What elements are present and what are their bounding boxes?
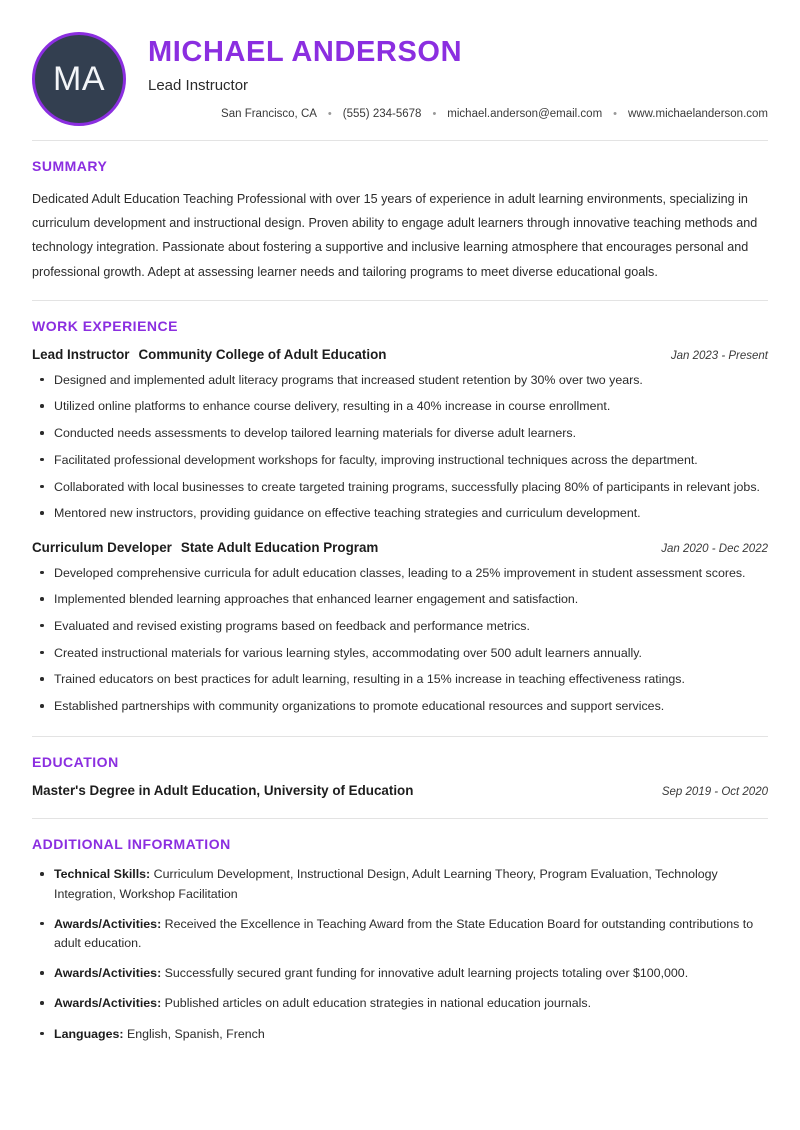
education-entry-date: Sep 2019 - Oct 2020 (661, 786, 768, 799)
resume-header (32, 28, 768, 140)
list-item (32, 1025, 768, 1044)
info-label: Languages: (54, 1026, 124, 1041)
list-item: Evaluated and revised existing programs based on feedback and performance metrics. (32, 617, 768, 636)
work-entry-heading (32, 347, 386, 362)
contact-separator-icon: • (613, 107, 618, 120)
info-value: Received the Excellence in Teaching Award from the State Education Board for outstanding contributions to adult education. (54, 916, 754, 950)
section-title-additional-information: ADDITIONAL INFORMATION (32, 836, 231, 853)
work-entry-date: Jan 2020 - Dec 2022 (661, 542, 768, 555)
summary-text: Dedicated Adult Education Teaching Professional with over 15 years of experience in adult learning environments, specializing in curriculum development and instructional design. Proven ability to engage adult learners through innovative teaching methods and technology integration. Passionate about fostering a supportive and inclusive learning atmosphere that encourages personal and professional growth. Adept at assessing learner needs and tailoring programs to meet diverse educational goals. (32, 192, 758, 279)
list-item (32, 964, 768, 983)
list-item: Conducted needs assessments to develop tailored learning materials for diverse adult learners. (32, 424, 768, 443)
info-label: Awards/Activities: (54, 966, 162, 981)
work-entry-role: Lead Instructor (32, 346, 130, 362)
header-text-block (126, 28, 768, 120)
header-job-title: Lead Instructor (148, 77, 249, 95)
list-item: Designed and implemented adult literacy programs that increased student retention by 30% over two years. (32, 371, 768, 390)
section-education (32, 737, 768, 818)
info-value: Successfully secured grant funding for innovative adult learning projects totaling over $100,000. (164, 966, 689, 981)
info-label: Awards/Activities: (54, 916, 162, 931)
contact-separator-icon: • (327, 107, 332, 120)
contact-row (148, 108, 768, 120)
contact-phone[interactable]: (555) 234-5678 (342, 108, 422, 121)
section-title-education: EDUCATION (32, 754, 119, 771)
info-value: Curriculum Development, Instructional Design, Adult Learning Theory, Program Evaluation, Technology Integration, Workshop Facilitation (54, 867, 718, 901)
work-entry-company: State Adult Education Program (180, 539, 379, 555)
work-entry-head (32, 347, 768, 362)
work-entry-bullets (32, 371, 768, 524)
contact-separator-icon: • (432, 107, 437, 120)
additional-information-list (32, 865, 768, 1044)
section-summary (32, 141, 768, 300)
contact-email[interactable]: michael.anderson@email.com (447, 108, 603, 121)
work-entry-bullets (32, 564, 768, 717)
list-item: Implemented blended learning approaches that enhanced learner engagement and satisfaction. (32, 590, 768, 609)
work-entry-company: Community College of Adult Education (138, 346, 387, 362)
contact-website[interactable]: www.michaelanderson.com (628, 108, 768, 121)
list-item: Collaborated with local businesses to create targeted training programs, successfully placing 80% of participants in relevant jobs. (32, 478, 768, 497)
section-additional-information (32, 819, 768, 1060)
list-item (32, 865, 768, 903)
avatar (32, 32, 126, 126)
work-entry (32, 347, 768, 524)
contact-location: San Francisco, CA (221, 108, 317, 121)
work-entry (32, 540, 768, 717)
list-item: Created instructional materials for various learning styles, accommodating over 500 adult learners annually. (32, 644, 768, 663)
page-title: MICHAEL ANDERSON (148, 36, 463, 68)
list-item: Established partnerships with community organizations to promote educational resources and support services. (32, 697, 768, 716)
work-entry-date: Jan 2023 - Present (670, 349, 768, 362)
list-item (32, 994, 768, 1013)
list-item: Utilized online platforms to enhance course delivery, resulting in a 40% increase in course enrollment. (32, 397, 768, 416)
info-value: Published articles on adult education strategies in national education journals. (164, 996, 592, 1011)
info-label: Technical Skills: (54, 867, 151, 882)
info-value: English, Spanish, French (127, 1026, 265, 1041)
section-work-experience (32, 301, 768, 737)
section-title-work-experience: WORK EXPERIENCE (32, 317, 178, 334)
list-item: Mentored new instructors, providing guidance on effective teaching strategies and curriculum development. (32, 504, 768, 523)
work-entry-role: Curriculum Developer (32, 539, 172, 555)
list-item: Trained educators on best practices for adult learning, resulting in a 15% increase in teaching effectiveness ratings. (32, 670, 768, 689)
work-entry-heading (32, 540, 378, 555)
list-item (32, 915, 768, 953)
education-entry (32, 783, 768, 798)
avatar-initials: MA (53, 60, 105, 98)
education-entry-head (32, 783, 768, 798)
list-item: Facilitated professional development workshops for faculty, improving instructional techniques across the department. (32, 451, 768, 470)
list-item: Developed comprehensive curricula for adult education classes, leading to a 25% improvement in student assessment scores. (32, 564, 768, 583)
info-label: Awards/Activities: (54, 996, 162, 1011)
education-entry-degree: Master's Degree in Adult Education, University of Education (32, 783, 414, 799)
section-title-summary: SUMMARY (32, 158, 108, 174)
work-entry-head (32, 540, 768, 555)
